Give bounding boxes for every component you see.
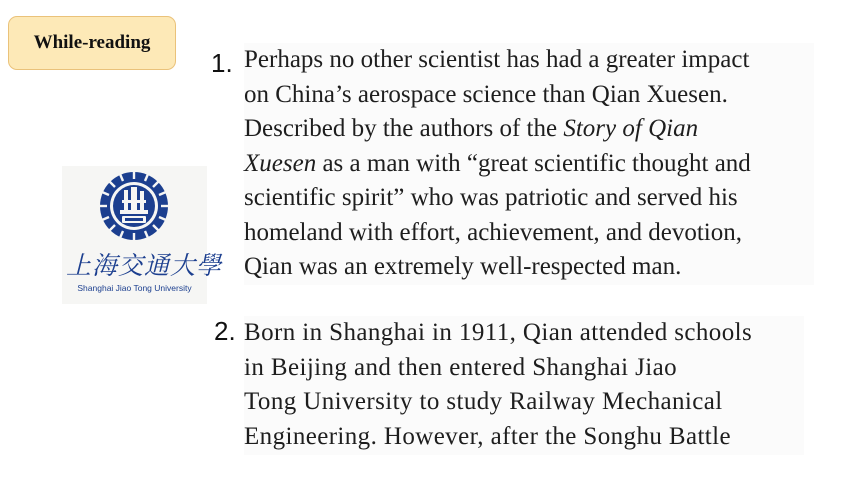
paragraph-line bbox=[244, 147, 814, 182]
university-name-english: Shanghai Jiao Tong University bbox=[77, 283, 192, 293]
paragraph-line: Born in Shanghai in 1911, Qian attended schools bbox=[244, 319, 753, 346]
paragraph-number-2: 2. bbox=[214, 316, 236, 346]
paragraph-1 bbox=[244, 43, 814, 285]
paragraph-2 bbox=[244, 316, 804, 455]
paragraph-line: Perhaps no other scientist has had a greater impact bbox=[244, 46, 750, 73]
paragraph-line: scientific spirit” who was patriotic and served his bbox=[244, 184, 738, 211]
paragraph-line: on China’s aerospace science than Qian Xuesen. bbox=[244, 80, 728, 108]
book-title-italic: Story of Qian bbox=[563, 115, 699, 142]
paragraph-line: Tong University to study Railway Mechanical bbox=[244, 388, 723, 416]
paragraph-line: Qian was an extremely well-respected man. bbox=[244, 253, 682, 280]
university-logo bbox=[62, 166, 223, 304]
line-text: Described by the authors of the bbox=[244, 115, 558, 142]
paragraph-line: Engineering. However, after the Songhu Battle bbox=[244, 423, 731, 451]
section-label: While-reading bbox=[8, 16, 176, 70]
line-text: as a man with “great scientific thought and bbox=[322, 149, 751, 177]
university-name-chinese: 上海交通大學 bbox=[66, 251, 223, 280]
university-emblem-icon bbox=[98, 170, 170, 242]
paragraph-line bbox=[244, 112, 814, 147]
paragraph-line: homeland with effort, achievement, and devotion, bbox=[244, 218, 742, 246]
paragraph-line: in Beijing and then entered Shanghai Jiao bbox=[244, 353, 677, 381]
paragraph-number-1: 1. bbox=[211, 48, 233, 78]
book-title-italic: Xuesen bbox=[244, 149, 317, 177]
